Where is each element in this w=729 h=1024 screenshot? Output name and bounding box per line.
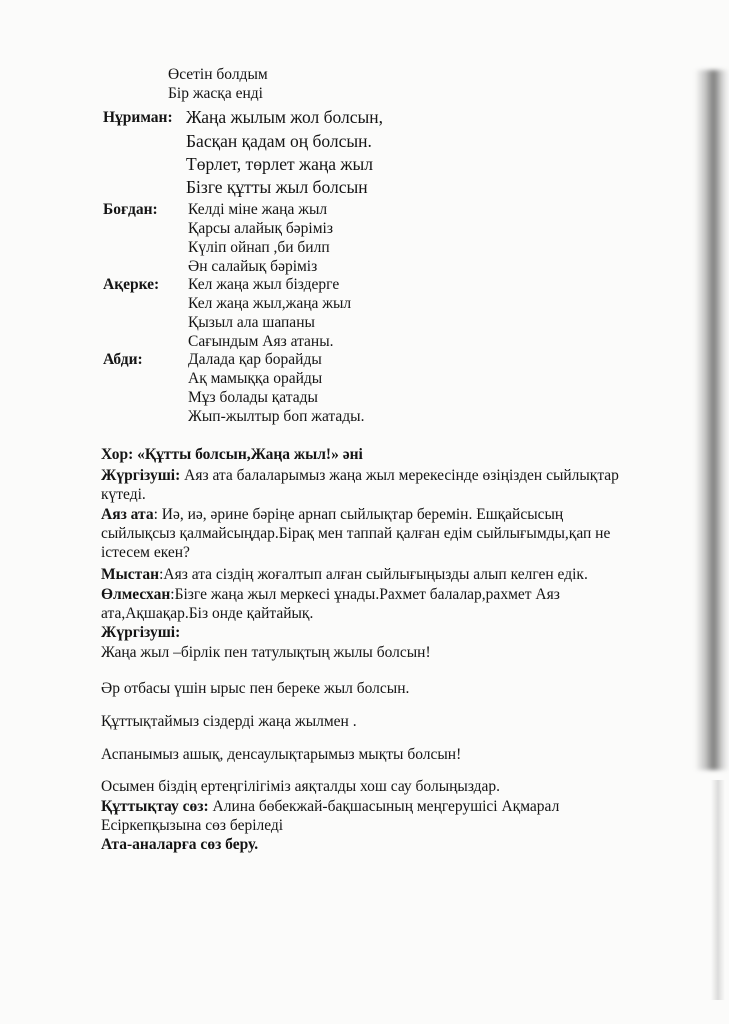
verse-line: Мұз болады қатады (188, 389, 318, 406)
verse-line: Жып-жылтыр боп жатады. (188, 408, 365, 425)
closing-line: Ата-аналарға сөз беру. (101, 836, 259, 853)
host-line: Аспанымыз ашық, денсаулықтарымыз мықты болсын! (101, 746, 462, 763)
host-line: Құттықтаймыз сіздерді жаңа жылмен . (101, 713, 357, 730)
host-line: Әр отбасы үшін ырыс пен береке жыл болсын. (101, 680, 410, 697)
verse-line: Ақ мамыққа орайды (188, 370, 323, 387)
verse-line: Келді міне жаңа жыл (188, 201, 328, 218)
verse-line: Қарсы алайық бәріміз (188, 220, 333, 237)
intro-line: Өсетін болдым (168, 66, 268, 83)
verse-line: Кел жаңа жыл,жаңа жыл (188, 295, 352, 312)
speaker-label: Құттықтау сөз: (101, 798, 209, 815)
scan-shadow (695, 70, 729, 770)
verse-line: Сағындым Аяз атаны. (188, 333, 334, 350)
host-label: Жүргізуші: (101, 624, 181, 641)
dialogue-paragraph (101, 466, 621, 504)
dialogue-paragraph (101, 505, 621, 562)
scan-shadow-lower (711, 780, 725, 1000)
host-line: Осымен біздің ертеңгілігіміз аяқталды хош сау болыңыздар. (101, 778, 501, 795)
dialogue-text: Аяз ата балаларымыз жаңа жыл мерекесінде өзіңізден сыйлықтар күтеді. (101, 467, 619, 503)
speaker-label: Ақерке: (103, 276, 160, 293)
dialogue-paragraph (101, 565, 621, 584)
verse-line: Ән салайық бәріміз (188, 258, 318, 275)
verse-line: Қызыл ала шапаны (188, 314, 315, 331)
speaker-label: Өлмесхан (101, 586, 171, 603)
speaker-label: Абди: (103, 351, 143, 368)
verse-line: Кел жаңа жыл біздерге (188, 276, 340, 293)
dialogue-text: : Иә, иә, әрине бәріңе арнап сыйлықтар беремін. Ешқайсысың сыйлықсыз қалмайсыңдар.Бірақ мен таппай қалған едім сыйлығымды,қап не істесем екен? (101, 506, 611, 561)
choir-heading: Хор: «Құтты болсын,Жаңа жыл!» әні (101, 446, 363, 463)
congrats-text: Алина бөбекжай-бақшасының меңгерушісі Ақмарал Есіркепқызына сөз беріледі (101, 798, 560, 834)
verse-line: Басқан қадам оң болсын. (186, 131, 372, 151)
speaker-label: Боғдан: (103, 201, 158, 218)
host-line: Жаңа жыл –бірлік пен татулықтың жылы болсын! (101, 644, 431, 661)
congrats-paragraph (101, 797, 631, 835)
intro-line: Бір жасқа енді (168, 85, 263, 102)
speaker-label: Жүргізуші: (101, 467, 181, 484)
speaker-label: Аяз ата (101, 506, 154, 523)
verse-line: Далада қар борайды (188, 351, 322, 368)
verse-line: Күліп ойнап ,би билп (188, 239, 330, 256)
dialogue-text: :Бізге жаңа жыл меркесі ұнады.Рахмет балалар,рахмет Аяз ата,Ақшақар.Біз онде қайтайық. (101, 586, 560, 622)
dialogue-paragraph (101, 585, 621, 623)
verse-line: Жаңа жылым жол болсын, (186, 107, 384, 127)
speaker-label: Нұриман: (103, 109, 173, 126)
speaker-label: Мыстан (101, 566, 160, 583)
verse-line: Төрлет, төрлет жаңа жыл (186, 154, 373, 174)
verse-line: Бізге құтты жыл болсын (186, 177, 368, 197)
dialogue-text: :Аяз ата сіздің жоғалтып алған сыйлығыңызды алып келген едік. (159, 566, 588, 583)
